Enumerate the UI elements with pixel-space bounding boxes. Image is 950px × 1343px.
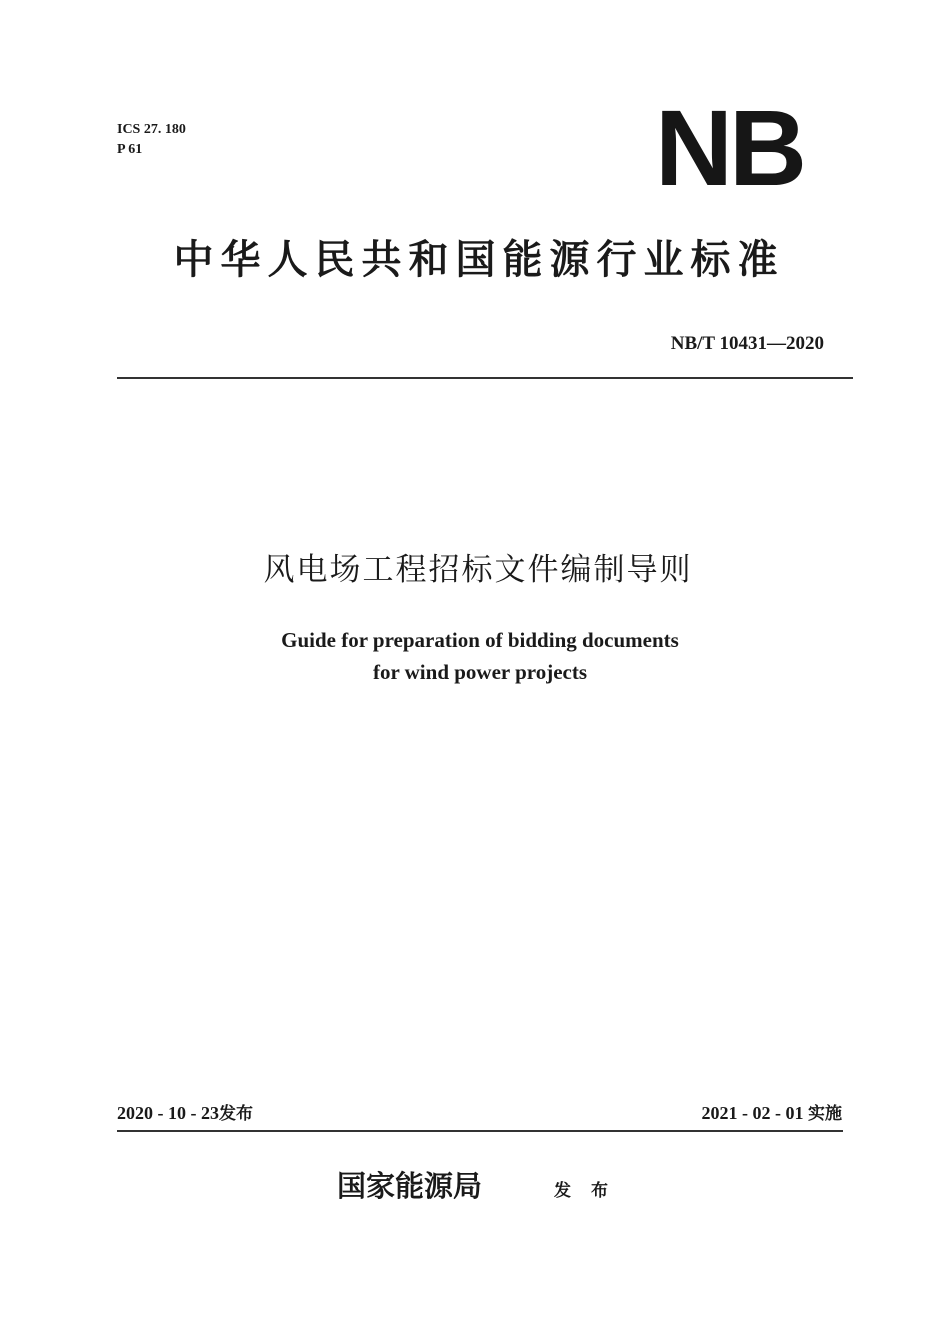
- implement-date: 2021 - 02 - 01: [701, 1103, 804, 1123]
- document-title-en-line2: for wind power projects: [372, 660, 588, 684]
- nb-logo: NB: [655, 87, 803, 208]
- standard-type-heading: 中华人民共和国能源行业标准: [173, 236, 785, 283]
- ics-code: ICS 27. 180: [117, 122, 186, 137]
- issue-date-block: [117, 1100, 253, 1127]
- classification-codes: [117, 120, 186, 160]
- document-title-en: [0, 624, 950, 688]
- issue-label: 发布: [219, 1104, 253, 1124]
- publisher-action: 发布: [554, 1181, 628, 1201]
- issue-date: 2020 - 10 - 23: [117, 1103, 219, 1123]
- bottom-divider: [117, 1130, 843, 1132]
- document-title-zh: 风电场工程招标文件编制导则: [263, 552, 693, 588]
- ccs-code: P 61: [117, 142, 143, 157]
- implement-label: 实施: [808, 1104, 842, 1124]
- publisher-name: 国家能源局: [337, 1169, 483, 1203]
- implement-date-block: [702, 1100, 843, 1127]
- standard-code: NB/T 10431—2020: [670, 333, 824, 354]
- top-divider: [117, 377, 853, 379]
- document-title-en-line1: Guide for preparation of bidding documents: [281, 628, 679, 652]
